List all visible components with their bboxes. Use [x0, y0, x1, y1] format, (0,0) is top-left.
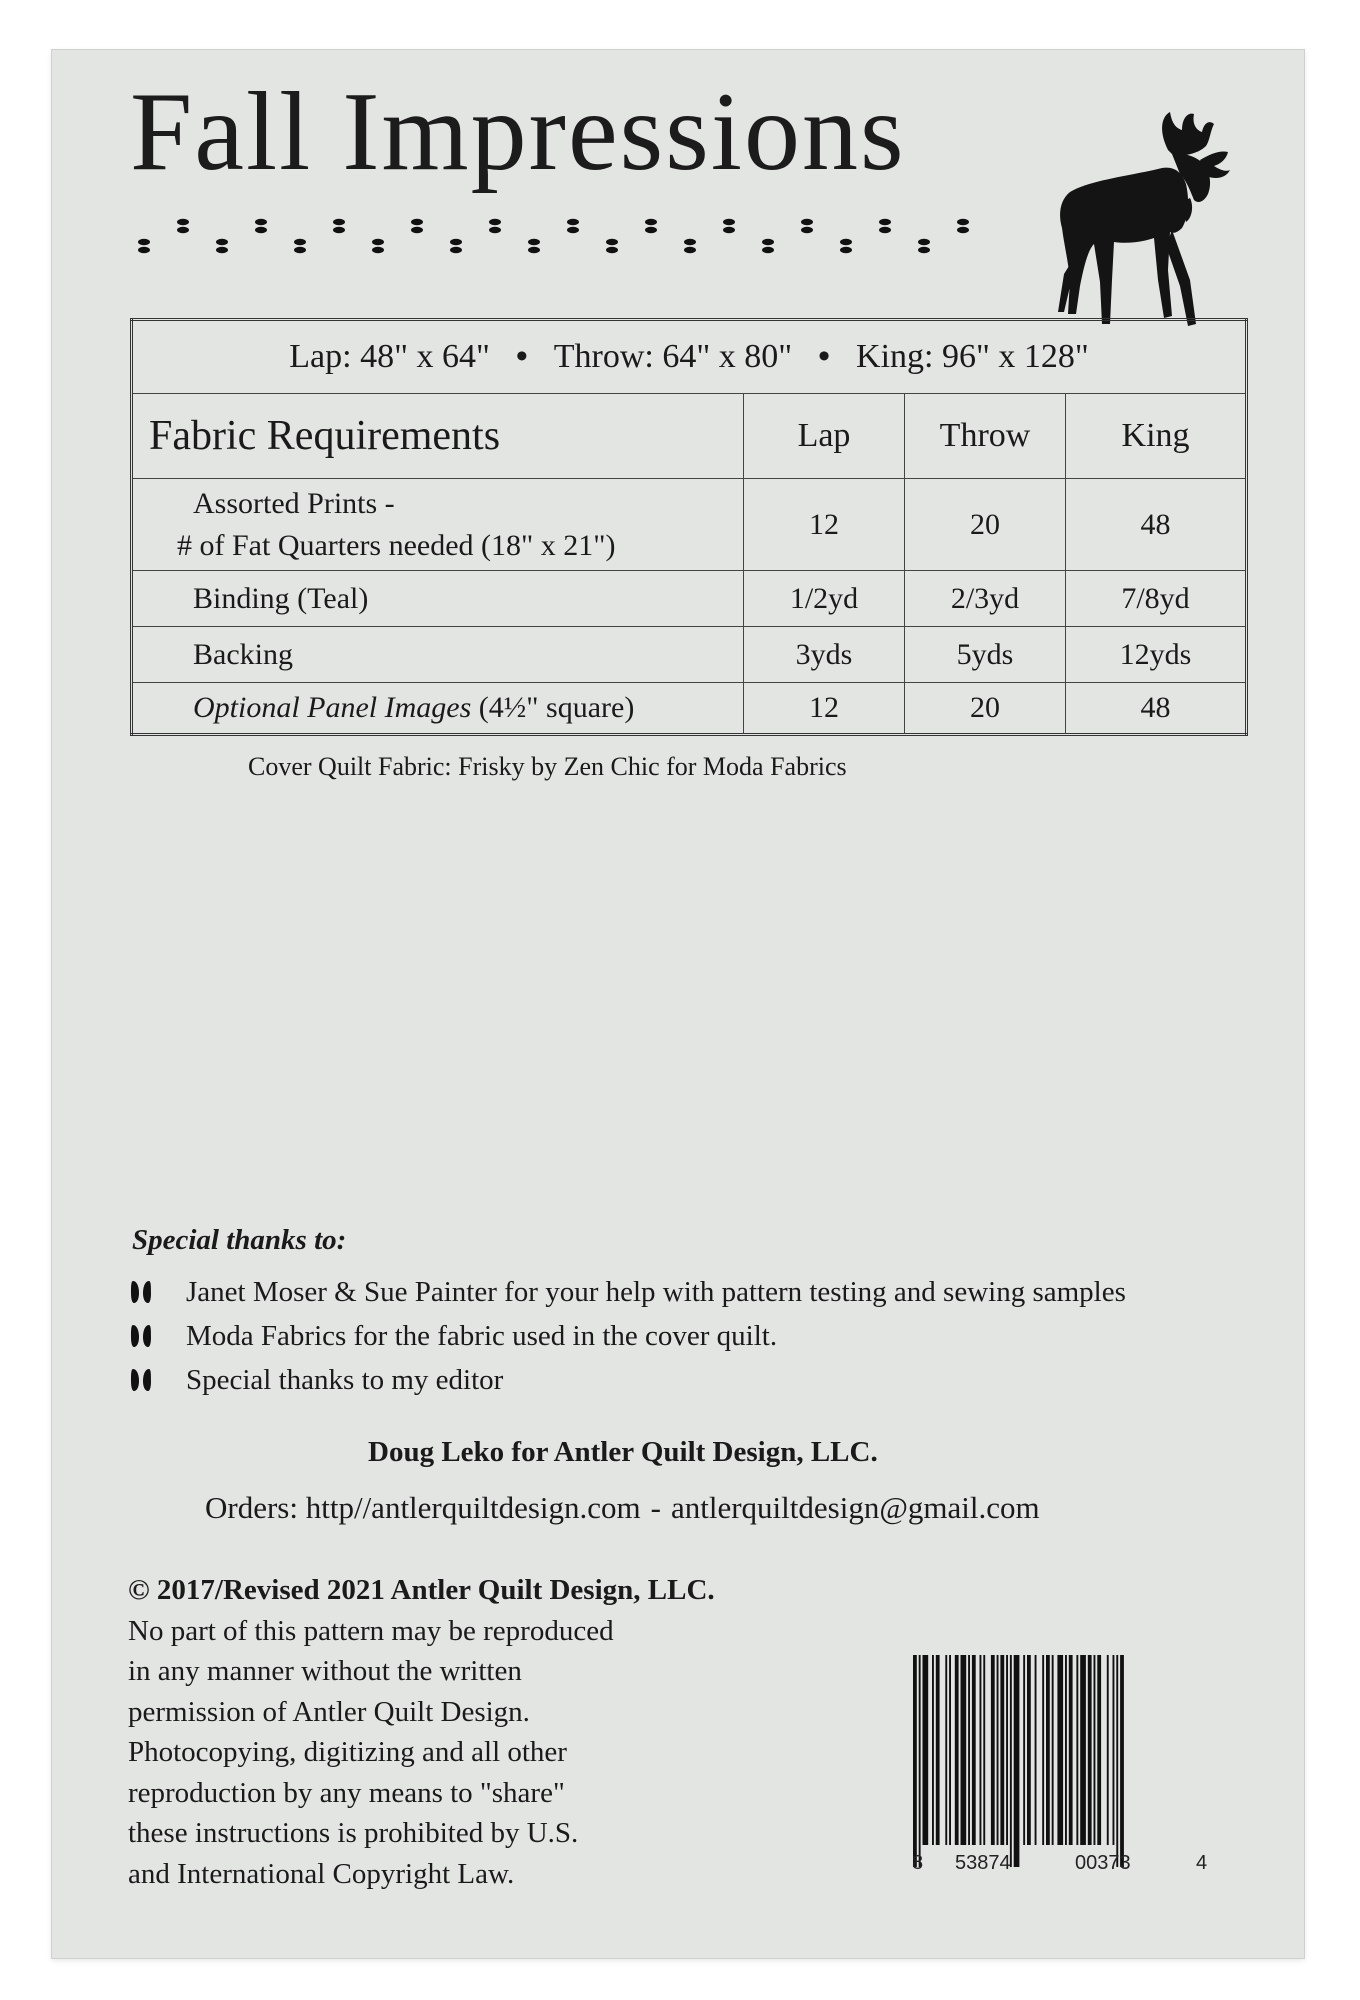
- barcode-bar: [932, 1655, 934, 1845]
- moose-silhouette-icon: [1050, 110, 1240, 350]
- hoof-print-icon: [879, 219, 891, 233]
- row-label-backing: Backing: [132, 627, 744, 683]
- barcode-bar: [1000, 1655, 1004, 1845]
- barcode-bar: [1120, 1655, 1124, 1867]
- thanks-text: Special thanks to my editor: [186, 1363, 504, 1396]
- hoof-print-icon: [177, 219, 189, 233]
- hoof-print-icon: [130, 1279, 152, 1305]
- hoof-print-icon: [918, 239, 930, 253]
- quilt-sizes-row: [132, 320, 1247, 394]
- copyright-line: No part of this pattern may be reproduced: [128, 1614, 614, 1647]
- barcode-bar: [961, 1655, 967, 1845]
- copyright-heading: © 2017/Revised 2021 Antler Quilt Design, LLC.: [128, 1574, 715, 1606]
- size-separator: •: [818, 338, 831, 375]
- column-header-throw: Throw: [905, 394, 1066, 479]
- hoof-print-icon: [957, 219, 969, 233]
- cell-value: 1/2yd: [744, 571, 905, 627]
- copyright-line: Photocopying, digitizing and all other: [128, 1736, 567, 1768]
- cell-value: 12: [744, 683, 905, 735]
- barcode-digit: 8: [912, 1852, 924, 1874]
- hoof-tracks-decoration: [130, 205, 990, 265]
- barcode-bar: [923, 1655, 929, 1845]
- copyright-line: reproduction by any means to "share": [128, 1776, 565, 1809]
- barcode-bar: [1027, 1655, 1031, 1845]
- barcode-bar: [1010, 1655, 1012, 1867]
- barcode-bar: [1107, 1655, 1109, 1845]
- orders-dash: -: [650, 1490, 661, 1525]
- pattern-title: Fall Impressions: [130, 70, 906, 194]
- hoof-print-icon: [801, 219, 813, 233]
- table-row: [132, 571, 1247, 627]
- barcode-bar: [1042, 1655, 1044, 1845]
- hoof-print-icon: [294, 239, 306, 253]
- hoof-print-icon: [528, 239, 540, 253]
- copyright-line: permission of Antler Quilt Design.: [128, 1695, 530, 1728]
- hoof-print-icon: [840, 239, 852, 253]
- barcode-digit: 00373: [1075, 1852, 1131, 1874]
- list-item: [130, 1270, 1270, 1314]
- barcode-bar: [1113, 1655, 1115, 1845]
- lap-size: Lap: 48" x 64": [289, 338, 490, 375]
- barcode-bar: [1014, 1655, 1020, 1867]
- barcode-digit: 4: [1196, 1852, 1208, 1874]
- hoof-print-icon: [130, 1367, 152, 1393]
- orders-email[interactable]: antlerquiltdesign@gmail.com: [670, 1490, 1040, 1525]
- cell-value: 48: [1066, 683, 1247, 735]
- barcode-bar: [968, 1655, 970, 1845]
- hoof-print-icon: [333, 219, 345, 233]
- row-label-assorted-prints: [132, 479, 744, 571]
- orders-url[interactable]: http//antlerquiltdesign.com: [305, 1490, 641, 1525]
- barcode-bar: [1080, 1655, 1086, 1845]
- cover-fabric-credit: Cover Quilt Fabric: Frisky by Zen Chic for Moda Fabrics: [248, 752, 847, 781]
- hoof-print-icon: [216, 239, 228, 253]
- column-header-king: King: [1066, 394, 1247, 479]
- barcode-bar: [1057, 1655, 1063, 1845]
- throw-size: Throw: 64" x 80": [553, 338, 793, 375]
- barcode-bar: [1046, 1655, 1050, 1845]
- barcode-bar: [1035, 1655, 1037, 1845]
- barcode-bar: [991, 1655, 995, 1845]
- company-name: Doug Leko for Antler Quilt Design, LLC.: [368, 1436, 878, 1468]
- barcode-bar: [997, 1655, 999, 1845]
- special-thanks-heading: Special thanks to:: [132, 1224, 347, 1256]
- row-label-optional-panels: [132, 683, 744, 735]
- row-label-rest: (4½" square): [478, 691, 635, 724]
- hoof-print-icon: [723, 219, 735, 233]
- hoof-print-icon: [372, 239, 384, 253]
- table-row: [132, 627, 1247, 683]
- barcode-bar: [1006, 1655, 1008, 1845]
- barcode-bar: [1088, 1655, 1092, 1845]
- thanks-text: Moda Fabrics for the fabric used in the cover quilt.: [186, 1319, 778, 1352]
- table-row: [132, 683, 1247, 735]
- hoof-print-icon: [567, 219, 579, 233]
- row-label-binding: Binding (Teal): [132, 571, 744, 627]
- hoof-print-icon: [411, 219, 423, 233]
- special-thanks-list: [130, 1270, 1270, 1402]
- barcode-bar: [1097, 1655, 1101, 1845]
- cell-value: 7/8yd: [1066, 571, 1247, 627]
- cell-value: 20: [905, 683, 1066, 735]
- table-row: [132, 479, 1247, 571]
- cell-value: 2/3yd: [905, 571, 1066, 627]
- column-header-lap: Lap: [744, 394, 905, 479]
- hoof-print-icon: [762, 239, 774, 253]
- barcode-bar: [980, 1655, 982, 1845]
- hoof-print-icon: [606, 239, 618, 253]
- list-item: [130, 1358, 1270, 1402]
- barcode-bar: [1076, 1655, 1078, 1845]
- barcode-bar: [983, 1655, 985, 1845]
- barcode-bar: [1065, 1655, 1067, 1845]
- table-title: Fabric Requirements: [132, 394, 744, 479]
- barcode-bar: [972, 1655, 976, 1845]
- cell-value: 48: [1066, 479, 1247, 571]
- row-label-line: Assorted Prints -: [193, 486, 395, 520]
- thanks-text: Janet Moser & Sue Painter for your help with pattern testing and sewing samples: [186, 1275, 1126, 1308]
- hoof-print-icon: [255, 219, 267, 233]
- orders-line: [205, 1490, 1040, 1526]
- hoof-print-icon: [130, 1323, 152, 1349]
- row-label-italic: Optional Panel Images: [193, 691, 472, 724]
- cell-value: 12: [744, 479, 905, 571]
- barcode-bar: [949, 1655, 951, 1845]
- barcode-bar: [1069, 1655, 1073, 1845]
- barcode-digit: 53874: [955, 1852, 1011, 1874]
- fabric-requirements-table: [130, 318, 1248, 736]
- cell-value: 20: [905, 479, 1066, 571]
- hoof-print-icon: [138, 239, 150, 253]
- king-size: King: 96" x 128": [856, 338, 1089, 375]
- barcode-bar: [955, 1655, 959, 1845]
- barcode-bar: [1052, 1655, 1054, 1845]
- barcode-bar: [936, 1655, 940, 1845]
- size-separator: •: [515, 338, 528, 375]
- barcode-bar: [945, 1655, 947, 1845]
- barcode-bar: [1116, 1655, 1118, 1867]
- hoof-print-icon: [489, 219, 501, 233]
- hoof-print-icon: [450, 239, 462, 253]
- hoof-print-icon: [684, 239, 696, 253]
- list-item: [130, 1314, 1270, 1358]
- hoof-print-icon: [645, 219, 657, 233]
- copyright-notice: [128, 1570, 848, 1894]
- cell-value: 12yds: [1066, 627, 1247, 683]
- barcode-bar: [1023, 1655, 1025, 1845]
- cell-value: 5yds: [905, 627, 1066, 683]
- barcode-bar: [1094, 1655, 1096, 1845]
- barcode-bar: [919, 1655, 921, 1867]
- copyright-line: and International Copyright Law.: [128, 1857, 515, 1890]
- orders-label: Orders:: [205, 1490, 298, 1525]
- barcode-bar: [913, 1655, 917, 1867]
- cell-value: 3yds: [744, 627, 905, 683]
- row-label-line: # of Fat Quarters needed (18" x 21"): [177, 528, 616, 562]
- copyright-line: in any manner without the written: [128, 1655, 522, 1687]
- copyright-line: these instructions is prohibited by U.S.: [128, 1817, 579, 1849]
- upc-barcode: [905, 1655, 1195, 1870]
